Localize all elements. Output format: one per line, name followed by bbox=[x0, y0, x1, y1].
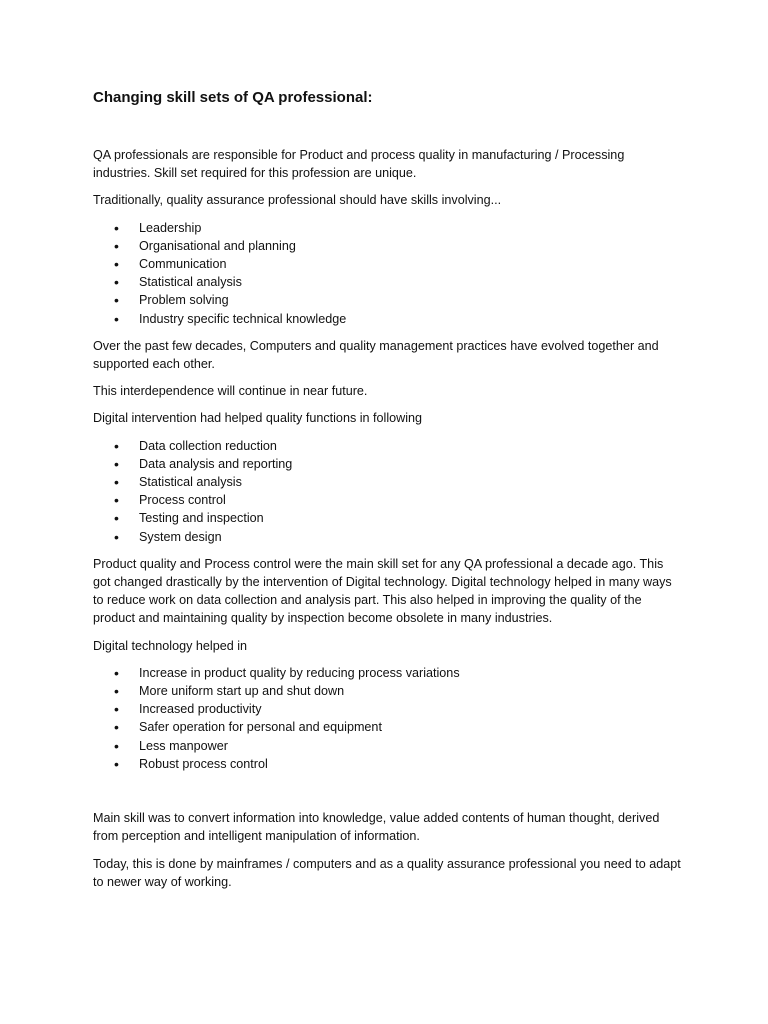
document-body bbox=[93, 146, 683, 900]
list-item: • Statistical analysis bbox=[93, 273, 683, 291]
list-item: • Safer operation for personal and equipment bbox=[93, 718, 683, 736]
list-item: • Process control bbox=[93, 491, 683, 509]
document-title: Changing skill sets of QA professional: bbox=[93, 89, 373, 106]
list-item: • Robust process control bbox=[93, 755, 683, 773]
digital-intervention-list bbox=[93, 437, 683, 546]
intro-paragraph: QA professionals are responsible for Product and process quality in manufacturing / Processing industries. Skill set required for this profession are unique. bbox=[93, 148, 625, 181]
list-item: • Data collection reduction bbox=[93, 437, 683, 455]
list-item: • Testing and inspection bbox=[93, 509, 683, 527]
digital-helped-paragraph: Digital technology helped in bbox=[93, 638, 248, 653]
skill-shift-paragraph: Product quality and Process control were the main skill set for any QA professional a decade ago. This got changed drastically by the intervention of Digital technology. Digital technology helped in many ways to reduce work on data collection and analysis part. This also helped in improving the quality of the product and maintaining quality by inspection become obsolete in many industries. bbox=[93, 556, 672, 626]
list-item: • Leadership bbox=[93, 219, 683, 237]
interdependence-paragraph: This interdependence will continue in near future. bbox=[93, 384, 368, 399]
list-item: • Increase in product quality by reducing process variations bbox=[93, 664, 683, 682]
traditional-skills-list bbox=[93, 219, 683, 328]
list-item: • More uniform start up and shut down bbox=[93, 682, 683, 700]
list-item: • Statistical analysis bbox=[93, 473, 683, 491]
list-item: • Data analysis and reporting bbox=[93, 455, 683, 473]
list-item: • System design bbox=[93, 528, 683, 546]
list-item: • Problem solving bbox=[93, 291, 683, 309]
list-item: • Communication bbox=[93, 255, 683, 273]
blank-space bbox=[93, 782, 683, 809]
main-skill-paragraph: Main skill was to convert information into knowledge, value added contents of human thought, derived from perception and intelligent manipulation of information. bbox=[93, 811, 660, 844]
list-item: • Organisational and planning bbox=[93, 237, 683, 255]
digital-intervention-paragraph: Digital intervention had helped quality functions in following bbox=[93, 411, 423, 426]
list-item: • Increased productivity bbox=[93, 700, 683, 718]
digital-benefits-list bbox=[93, 664, 683, 773]
evolution-paragraph: Over the past few decades, Computers and quality management practices have evolved together and supported each other. bbox=[93, 338, 659, 372]
traditional-skills-paragraph: Traditionally, quality assurance professional should have skills involving... bbox=[93, 193, 502, 208]
list-item: • Industry specific technical knowledge bbox=[93, 310, 683, 328]
list-item: • Less manpower bbox=[93, 737, 683, 755]
conclusion-paragraph: Today, this is done by mainframes / computers and as a quality assurance professional you need to adapt to newer way of working. bbox=[93, 856, 681, 889]
